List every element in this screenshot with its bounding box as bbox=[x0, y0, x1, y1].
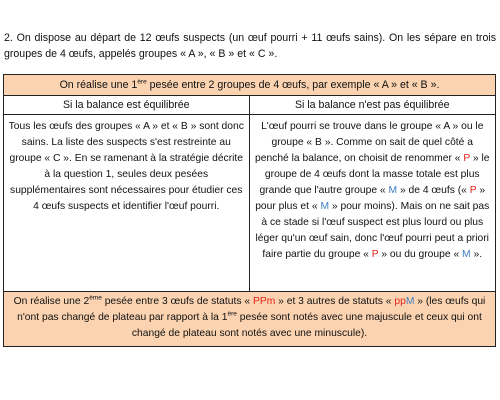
label-m-2: M bbox=[320, 201, 330, 212]
right-text-6: » ou du groupe « bbox=[378, 249, 463, 260]
footer-superscript-2: ère bbox=[227, 310, 237, 318]
header-text-pre: On réalise une 1 bbox=[59, 79, 138, 91]
question-intro: 2. On dispose au départ de 12 œufs suspects (un œuf pourri + 11 œufs sains). On les sépare en trois groupes de 4 œufs, appelés groupes « A », « B » et « C ». bbox=[4, 32, 496, 60]
left-column-title: Si la balance est équilibrée bbox=[4, 96, 250, 114]
unbalanced-case-text bbox=[250, 115, 496, 291]
footer-text-2: pesée entre 3 œufs de statuts « bbox=[101, 296, 253, 307]
header-text-post: pesée entre 2 groupes de 4 œufs, par exemple « A » et « B ». bbox=[146, 79, 440, 91]
right-text-1: L'œuf pourri se trouve dans le groupe « A » ou le groupe « B ». Comme on sait de quel côté a penché la balance, on choisit de renommer « bbox=[254, 121, 484, 164]
footer-text-1: On réalise une 2 bbox=[13, 296, 90, 307]
label-p-2: P bbox=[469, 185, 477, 196]
right-text-5: » pour moins). Mais on ne sait pas à ce stade si l'œuf suspect est plus lourd ou plus léger qu'un œuf sain, donc l'œuf pourri peut a priori faire partie du groupe « bbox=[255, 201, 490, 260]
footer-text-4: » (les œufs qui n'ont pas changé de plateau par rapport à la 1 bbox=[17, 296, 486, 323]
right-text-7: ». bbox=[470, 249, 483, 260]
balanced-case-text: Tous les œufs des groupes « A » et « B » sont donc sains. La liste des suspects s'est restreinte au groupe « C ». En se ramenant à la stratégie décrite à la question 1, seules deux pesées supplémentaires sont nécessaires pour étudier ces 4 œufs suspects et identifier l'œuf pourri. bbox=[4, 115, 250, 291]
label-m-1: M bbox=[388, 185, 398, 196]
right-text-2: » le groupe de 4 œufs dont la masse totale est plus grande que l'autre groupe « bbox=[259, 153, 490, 196]
status-ppM-last-letter: M bbox=[405, 296, 415, 307]
label-p-3: P bbox=[371, 249, 379, 260]
label-m-3: M bbox=[462, 249, 471, 260]
right-text-3: » de 4 œufs (« bbox=[397, 185, 470, 196]
column-headers bbox=[3, 95, 496, 115]
header-superscript: ère bbox=[137, 78, 147, 86]
status-ppM-text: pp bbox=[394, 296, 406, 307]
first-weighing-header bbox=[3, 74, 496, 96]
footer-text-5: pesée sont notés avec une majuscule et ceux qui ont changé de plateau sont notés avec une minuscule). bbox=[131, 312, 482, 339]
status-ppM bbox=[394, 296, 414, 307]
footer-text-3: » et 3 autres de statuts « bbox=[275, 296, 395, 307]
right-column-title: Si la balance n'est pas équilibrée bbox=[294, 99, 450, 111]
table-body bbox=[3, 114, 496, 292]
label-p-1: P bbox=[463, 153, 471, 164]
footer-superscript-1: ème bbox=[89, 294, 102, 302]
second-weighing-footer bbox=[3, 291, 496, 347]
right-text-4: » pour plus et « bbox=[255, 185, 486, 212]
status-ppm: PPm bbox=[252, 296, 276, 307]
